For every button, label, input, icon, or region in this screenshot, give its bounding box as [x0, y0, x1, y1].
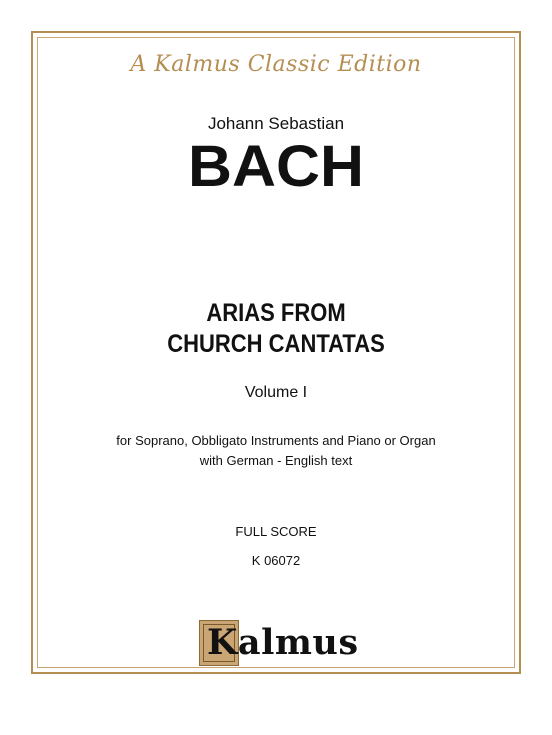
volume-label: Volume I — [244, 384, 308, 401]
description-line-2: with German - English text — [199, 453, 353, 468]
series-name: A Kalmus Classic Edition — [130, 52, 422, 77]
catalog-number: K 06072 — [251, 553, 301, 568]
publisher-logo-text: Kalmus — [207, 622, 359, 663]
work-title — [0, 298, 552, 360]
composer-first-name: Johann Sebastian — [207, 114, 345, 133]
description-line-1: for Soprano, Obbligato Instruments and Piano or Organ — [116, 433, 436, 448]
description — [0, 431, 552, 471]
work-title-line-2: CHURCH CANTATAS — [167, 330, 385, 358]
work-title-line-1: ARIAS FROM — [206, 299, 346, 327]
publisher-logo — [199, 620, 359, 666]
composer-last-name: BACH — [188, 134, 364, 199]
score-type: FULL SCORE — [235, 524, 317, 539]
